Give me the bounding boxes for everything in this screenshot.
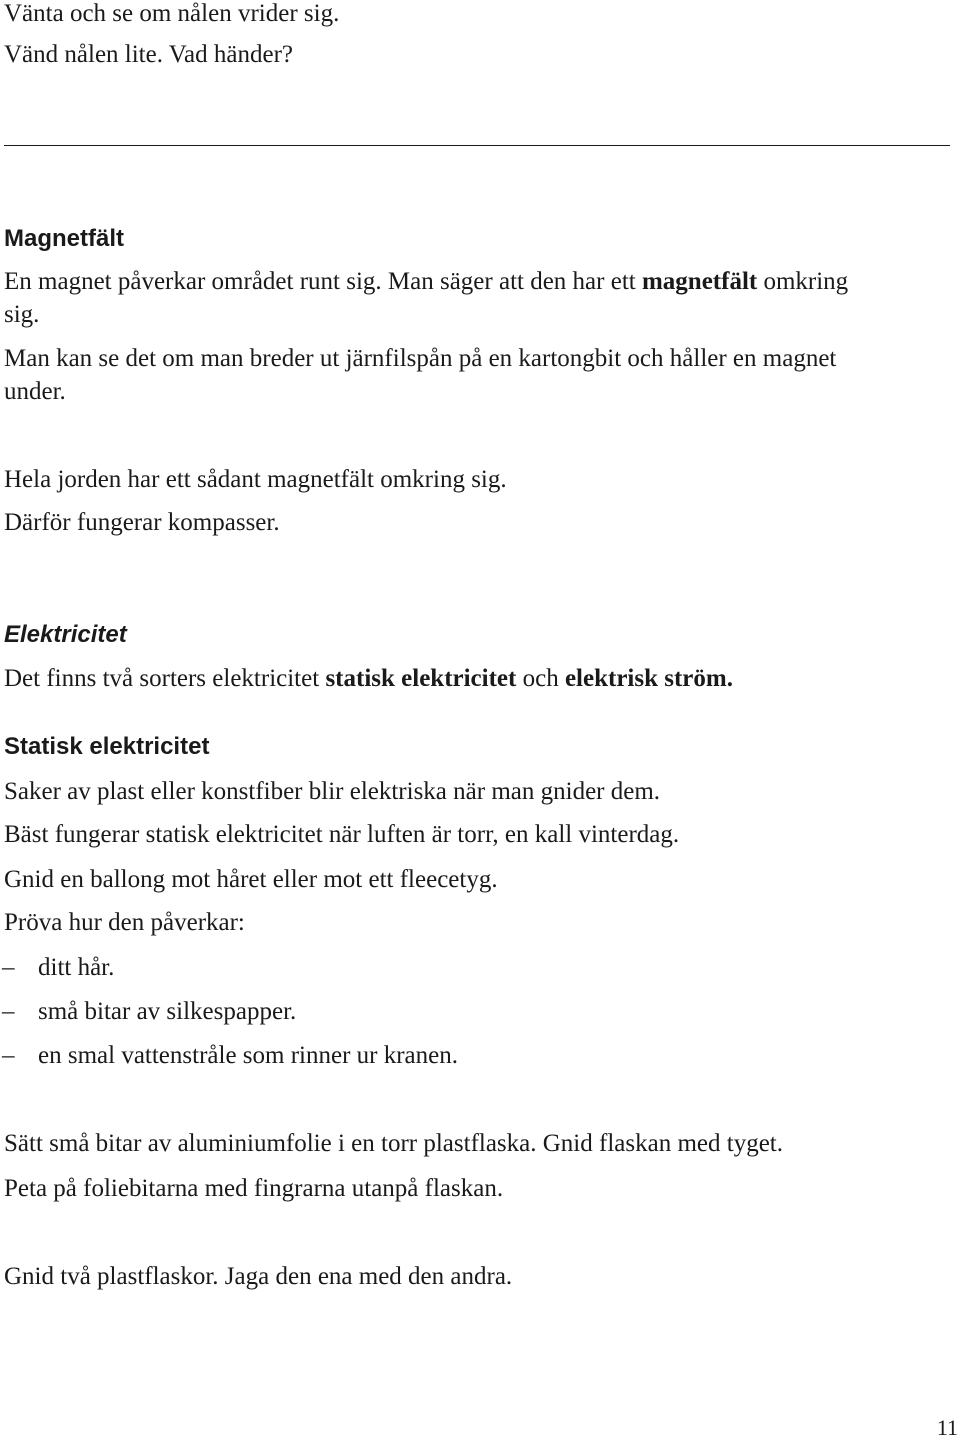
statisk-line-3: Gnid en ballong mot håret eller mot ett fleecetyg. bbox=[4, 866, 498, 893]
text-segment: och bbox=[516, 665, 565, 692]
text-segment: omkring bbox=[757, 268, 849, 295]
page-number: 11 bbox=[936, 1415, 958, 1440]
list-item: ditt hår. bbox=[38, 954, 115, 981]
list-item: en smal vattenstråle som rinner ur kranen. bbox=[38, 1042, 458, 1069]
heading-magnetfalt: Magnetfält bbox=[4, 225, 124, 252]
statisk-line-4: Pröva hur den påverkar: bbox=[4, 909, 245, 936]
magnetfalt-paragraph-3: Hela jorden har ett sådant magnetfält omkring sig. bbox=[4, 466, 507, 493]
statisk-line-1: Saker av plast eller konstfiber blir elektriska när man gnider dem. bbox=[4, 778, 661, 805]
bold-term-statisk: statisk elektricitet bbox=[325, 665, 517, 692]
bold-term-magnetfalt: magnetfält bbox=[641, 268, 758, 295]
list-dash: – bbox=[2, 1042, 15, 1069]
heading-elektricitet: Elektricitet bbox=[4, 621, 127, 648]
plastflaskor-line: Gnid två plastflaskor. Jaga den ena med den andra. bbox=[4, 1263, 513, 1290]
magnetfalt-paragraph-4: Därför fungerar kompasser. bbox=[4, 509, 280, 536]
intro-line-1: Vänta och se om nålen vrider sig. bbox=[4, 0, 340, 27]
folie-line-1: Sätt små bitar av aluminiumfolie i en torr plastflaska. Gnid flaskan med tyget. bbox=[4, 1130, 783, 1157]
intro-line-2: Vänd nålen lite. Vad händer? bbox=[4, 41, 294, 68]
magnetfalt-paragraph-2-line-2: under. bbox=[4, 378, 66, 405]
elektricitet-paragraph bbox=[4, 661, 733, 697]
magnetfalt-paragraph-1-cont: sig. bbox=[4, 301, 40, 328]
list-dash: – bbox=[2, 954, 15, 981]
text-segment: Det finns två sorters elektricitet bbox=[4, 665, 326, 692]
text-segment: En magnet påverkar området runt sig. Man säger att den har ett bbox=[4, 268, 642, 295]
list-item: små bitar av silkespapper. bbox=[38, 998, 297, 1025]
magnetfalt-paragraph-1 bbox=[4, 264, 848, 300]
list-dash: – bbox=[2, 998, 15, 1025]
answer-line bbox=[4, 145, 950, 146]
bold-term-strom: elektrisk ström. bbox=[564, 665, 733, 692]
magnetfalt-paragraph-2-line-1: Man kan se det om man breder ut järnfilspån på en kartongbit och håller en magnet bbox=[4, 345, 837, 372]
statisk-line-2: Bäst fungerar statisk elektricitet när luften är torr, en kall vinterdag. bbox=[4, 821, 680, 848]
folie-line-2: Peta på foliebitarna med fingrarna utanpå flaskan. bbox=[4, 1175, 504, 1202]
heading-statisk-elektricitet: Statisk elektricitet bbox=[4, 733, 210, 760]
